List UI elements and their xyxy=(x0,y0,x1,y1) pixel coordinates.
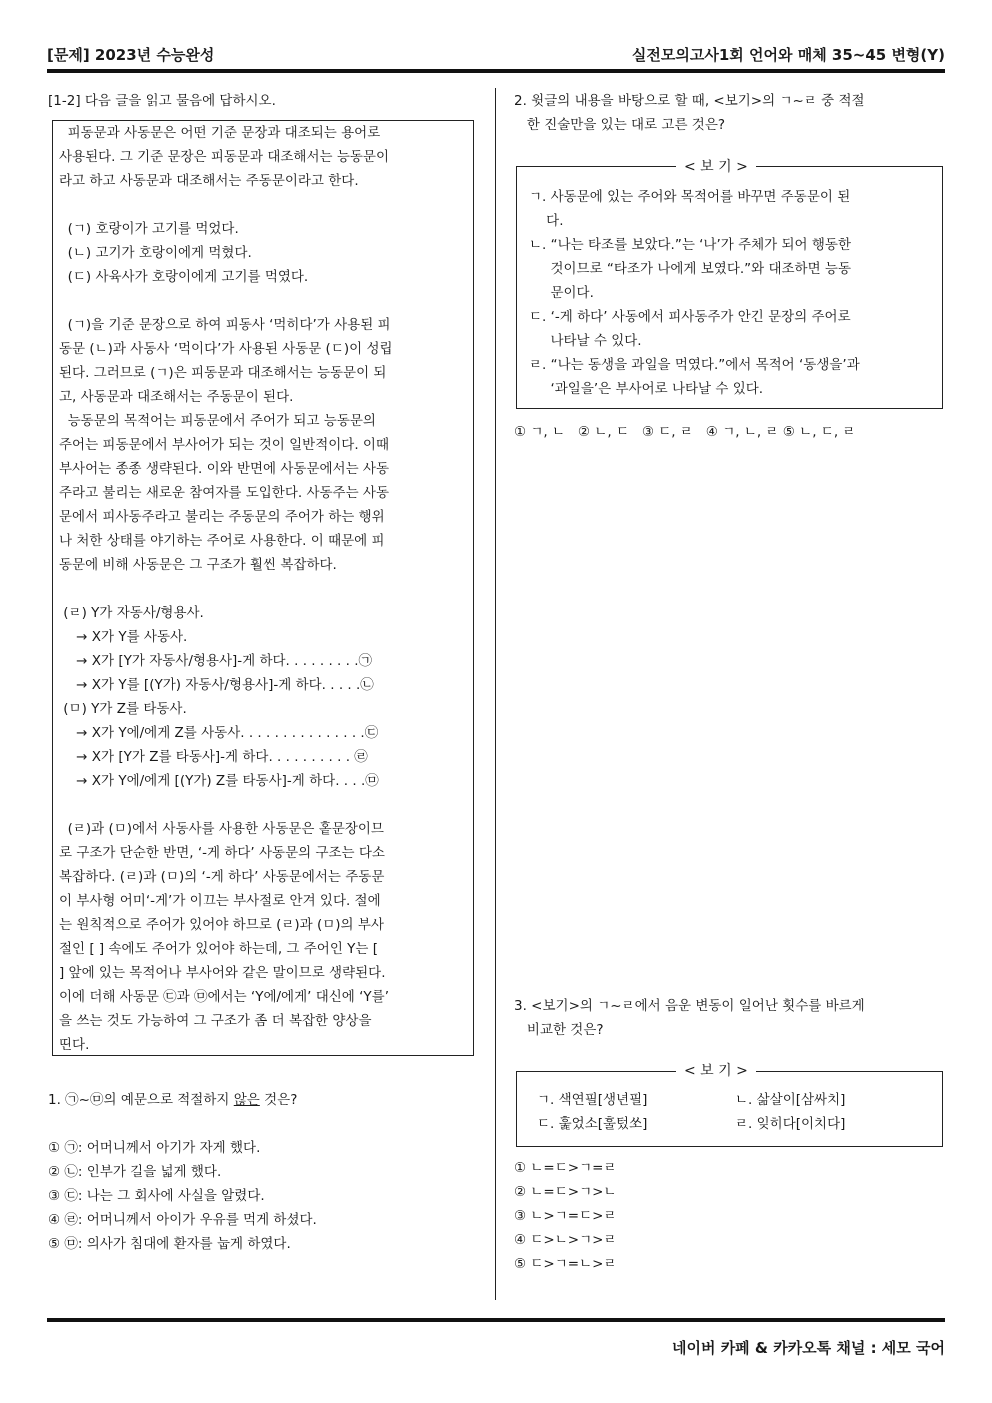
passage-line: 라고 하고 사동문과 대조해서는 주동문이라고 한다. xyxy=(59,173,359,189)
q2-stem-line: 한 진술만을 있는 대로 고른 것은? xyxy=(514,117,726,133)
passage-line xyxy=(59,577,471,601)
passage-line: 을 쓰는 것도 가능하여 그 구조가 좀 더 복잡한 양상을 xyxy=(59,1013,372,1029)
q3-option: ⑤ ㄷ>ㄱ=ㄴ>ㄹ xyxy=(514,1256,617,1272)
q3-option: ④ ㄷ>ㄴ>ㄱ>ㄹ xyxy=(514,1232,617,1248)
passage-line: 문에서 피사동주라고 불리는 주동문의 주어가 하는 행위 xyxy=(59,509,385,525)
passage-line: 복잡하다. (ㄹ)과 (ㅁ)의 ‘-게 하다’ 사동문에서는 주동문 xyxy=(59,869,385,885)
q1-stem: 1. ㉠~㉤의 예문으로 적절하지 않은 것은? xyxy=(48,1092,298,1108)
passage-line: 고, 사동문과 대조해서는 주동문이 된다. xyxy=(59,389,294,405)
passage-line: 절인 [ ] 속에도 주어가 있어야 하는데, 그 주어인 Y는 [ xyxy=(59,941,379,957)
passage-line xyxy=(59,793,471,817)
passage-line: 주어는 피동문에서 부사어가 되는 것이 일반적이다. 이때 xyxy=(59,437,389,453)
passage-line: (ㅁ) Y가 Z를 타동사. xyxy=(59,701,187,717)
page-header xyxy=(47,44,945,66)
passage-line: 는 원칙적으로 주어가 있어야 하므로 (ㄹ)과 (ㅁ)의 부사 xyxy=(59,917,384,933)
footer-text: 네이버 카페 & 카카오톡 채널 : 세모 국어 xyxy=(672,1339,945,1357)
q2-bogi-line: 문이다. xyxy=(529,285,594,301)
q1-option: ④ ㉣: 어머니께서 아이가 우유를 먹게 하셨다. xyxy=(48,1212,317,1228)
q2-bogi-box xyxy=(516,166,943,409)
passage-line xyxy=(59,289,471,313)
passage-line xyxy=(59,193,471,217)
q1-option: ③ ㉢: 나는 그 회사에 사실을 알렸다. xyxy=(48,1188,265,1204)
q2-bogi-text xyxy=(529,185,860,401)
q3-stem xyxy=(514,994,865,1042)
passage-line: 부사어는 종종 생략된다. 이와 반면에 사동문에서는 사동 xyxy=(59,461,389,477)
q3-bogi-item: ㄴ. 삶살이[삼싸치] xyxy=(735,1092,846,1108)
passage-line: → X가 [Y가 Z를 타동사]-게 하다. . . . . . . . . . ㉣ xyxy=(59,749,368,765)
passage-line: (ㄹ)과 (ㅁ)에서 사동사를 사용한 사동문은 홑문장이므 xyxy=(59,821,384,837)
q2-options: ① ㄱ, ㄴ ② ㄴ, ㄷ ③ ㄷ, ㄹ ④ ㄱ, ㄴ, ㄹ ⑤ ㄴ, ㄷ, ㄹ xyxy=(514,424,856,440)
passage-line: 띤다. xyxy=(59,1037,90,1053)
passage-line: 이 부사형 어미‘-게’가 이끄는 부사절로 안겨 있다. 절에 xyxy=(59,893,381,909)
passage-line: 동문 (ㄴ)과 사동사 ‘먹이다’가 사용된 사동문 (ㄷ)이 성립 xyxy=(59,341,393,357)
passage-line: 주라고 불리는 새로운 참여자를 도입한다. 사동주는 사동 xyxy=(59,485,389,501)
q1-options xyxy=(48,1136,317,1256)
q3-stem-line: 3. <보기>의 ㄱ~ㄹ에서 음운 변동이 일어난 횟수를 바르게 xyxy=(514,998,865,1014)
q3-bogi-item: ㄱ. 색연필[생년필] xyxy=(537,1092,648,1108)
passage-line: 로 구조가 단순한 반면, ‘-게 하다’ 사동문의 구조는 다소 xyxy=(59,845,385,861)
passage-line: ] 앞에 있는 목적어나 부사어와 같은 말이므로 생략된다. xyxy=(59,965,386,981)
passage-line: → X가 Y에/에게 Z를 사동사. . . . . . . . . . . . . . .㉢ xyxy=(59,725,379,741)
column-divider xyxy=(495,88,496,1300)
passage-line: → X가 Y에/에게 [(Y가) Z를 타동사]-게 하다. . . .㉤ xyxy=(59,773,379,789)
q2-bogi-line: ㄱ. 사동문에 있는 주어와 목적어를 바꾸면 주동문이 된 xyxy=(529,189,851,205)
footer-rule xyxy=(47,1318,945,1322)
q3-bogi-item: ㄹ. 잊히다[이치다] xyxy=(735,1116,846,1132)
q1-option: ⑤ ㉤: 의사가 침대에 환자를 눕게 하였다. xyxy=(48,1236,291,1252)
q2-bogi-line: 나타날 수 있다. xyxy=(529,333,642,349)
passage-line: 나 처한 상태를 야기하는 주어로 사용한다. 이 때문에 피 xyxy=(59,533,385,549)
q1-option: ② ㉡: 인부가 길을 넓게 했다. xyxy=(48,1164,222,1180)
q2-bogi-title: < 보 기 > xyxy=(676,156,756,176)
header-subtitle: 실전모의고사1회 언어와 매체 35~45 변형(Y) xyxy=(631,46,945,64)
passage-line: 능동문의 목적어는 피동문에서 주어가 되고 능동문의 xyxy=(59,413,376,429)
passage-line: 이에 더해 사동문 ㉢과 ㉤에서는 ‘Y에/에게’ 대신에 ‘Y를’ xyxy=(59,989,389,1005)
q3-options xyxy=(514,1156,617,1276)
passage-line: (ㄱ)을 기준 문장으로 하여 피동사 ‘먹히다’가 사용된 피 xyxy=(59,317,391,333)
q3-stem-line: 비교한 것은? xyxy=(514,1022,604,1038)
passage-line: → X가 Y를 [(Y가) 자동사/형용사]-게 하다. . . . .㉡ xyxy=(59,677,374,693)
q3-bogi-box xyxy=(516,1071,943,1147)
passage-line: 된다. 그러므로 (ㄱ)은 피동문과 대조해서는 능동문이 되 xyxy=(59,365,387,381)
passage-line: (ㄷ) 사육사가 호랑이에게 고기를 먹였다. xyxy=(59,269,309,285)
passage-line: 피동문과 사동문은 어떤 기준 문장과 대조되는 용어로 xyxy=(59,125,381,141)
q2-stem-line: 2. 윗글의 내용을 바탕으로 할 때, <보기>의 ㄱ~ㄹ 중 적절 xyxy=(514,93,865,109)
passage-box xyxy=(52,120,474,1056)
q3-bogi-title: < 보 기 > xyxy=(676,1060,756,1080)
q2-bogi-line: 다. xyxy=(529,213,564,229)
instruction: [1-2] 다음 글을 읽고 물음에 답하시오. xyxy=(48,93,276,109)
passage-text xyxy=(59,121,471,1057)
q2-bogi-line: ㄷ. ‘-게 하다’ 사동에서 피사동주가 안긴 문장의 주어로 xyxy=(529,309,851,325)
q3-bogi-item: ㄷ. 훑었소[훌텄쏘] xyxy=(537,1116,648,1132)
q1-option: ① ㉠: 어머니께서 아기가 자게 했다. xyxy=(48,1140,261,1156)
passage-line: → X가 [Y가 자동사/형용사]-게 하다. . . . . . . . .㉠ xyxy=(59,653,372,669)
header-title: [문제] 2023년 수능완성 xyxy=(47,46,215,64)
passage-line: → X가 Y를 사동사. xyxy=(59,629,188,645)
passage-line: (ㄴ) 고기가 호랑이에게 먹혔다. xyxy=(59,245,252,261)
q2-bogi-line: ㄹ. “나는 동생을 과일을 먹였다.”에서 목적어 ‘동생을’과 xyxy=(529,357,860,373)
q3-option: ③ ㄴ>ㄱ=ㄷ>ㄹ xyxy=(514,1208,617,1224)
passage-line: 동문에 비해 사동문은 그 구조가 훨씬 복잡하다. xyxy=(59,557,337,573)
q2-bogi-line: ‘과일을’은 부사어로 나타날 수 있다. xyxy=(529,381,764,397)
passage-line: (ㄹ) Y가 자동사/형용사. xyxy=(59,605,204,621)
passage-line: (ㄱ) 호랑이가 고기를 먹었다. xyxy=(59,221,239,237)
passage-line: 사용된다. 그 기준 문장은 피동문과 대조해서는 능동문이 xyxy=(59,149,389,165)
q3-option: ② ㄴ=ㄷ>ㄱ>ㄴ xyxy=(514,1184,617,1200)
q2-bogi-line: 것이므로 “타조가 나에게 보였다.”와 대조하면 능동 xyxy=(529,261,852,277)
q2-stem xyxy=(514,89,865,137)
q3-option: ① ㄴ=ㄷ>ㄱ=ㄹ xyxy=(514,1160,617,1176)
q2-bogi-line: ㄴ. “나는 타조를 보았다.”는 ‘나’가 주체가 되어 행동한 xyxy=(529,237,852,253)
header-rule xyxy=(47,69,945,73)
